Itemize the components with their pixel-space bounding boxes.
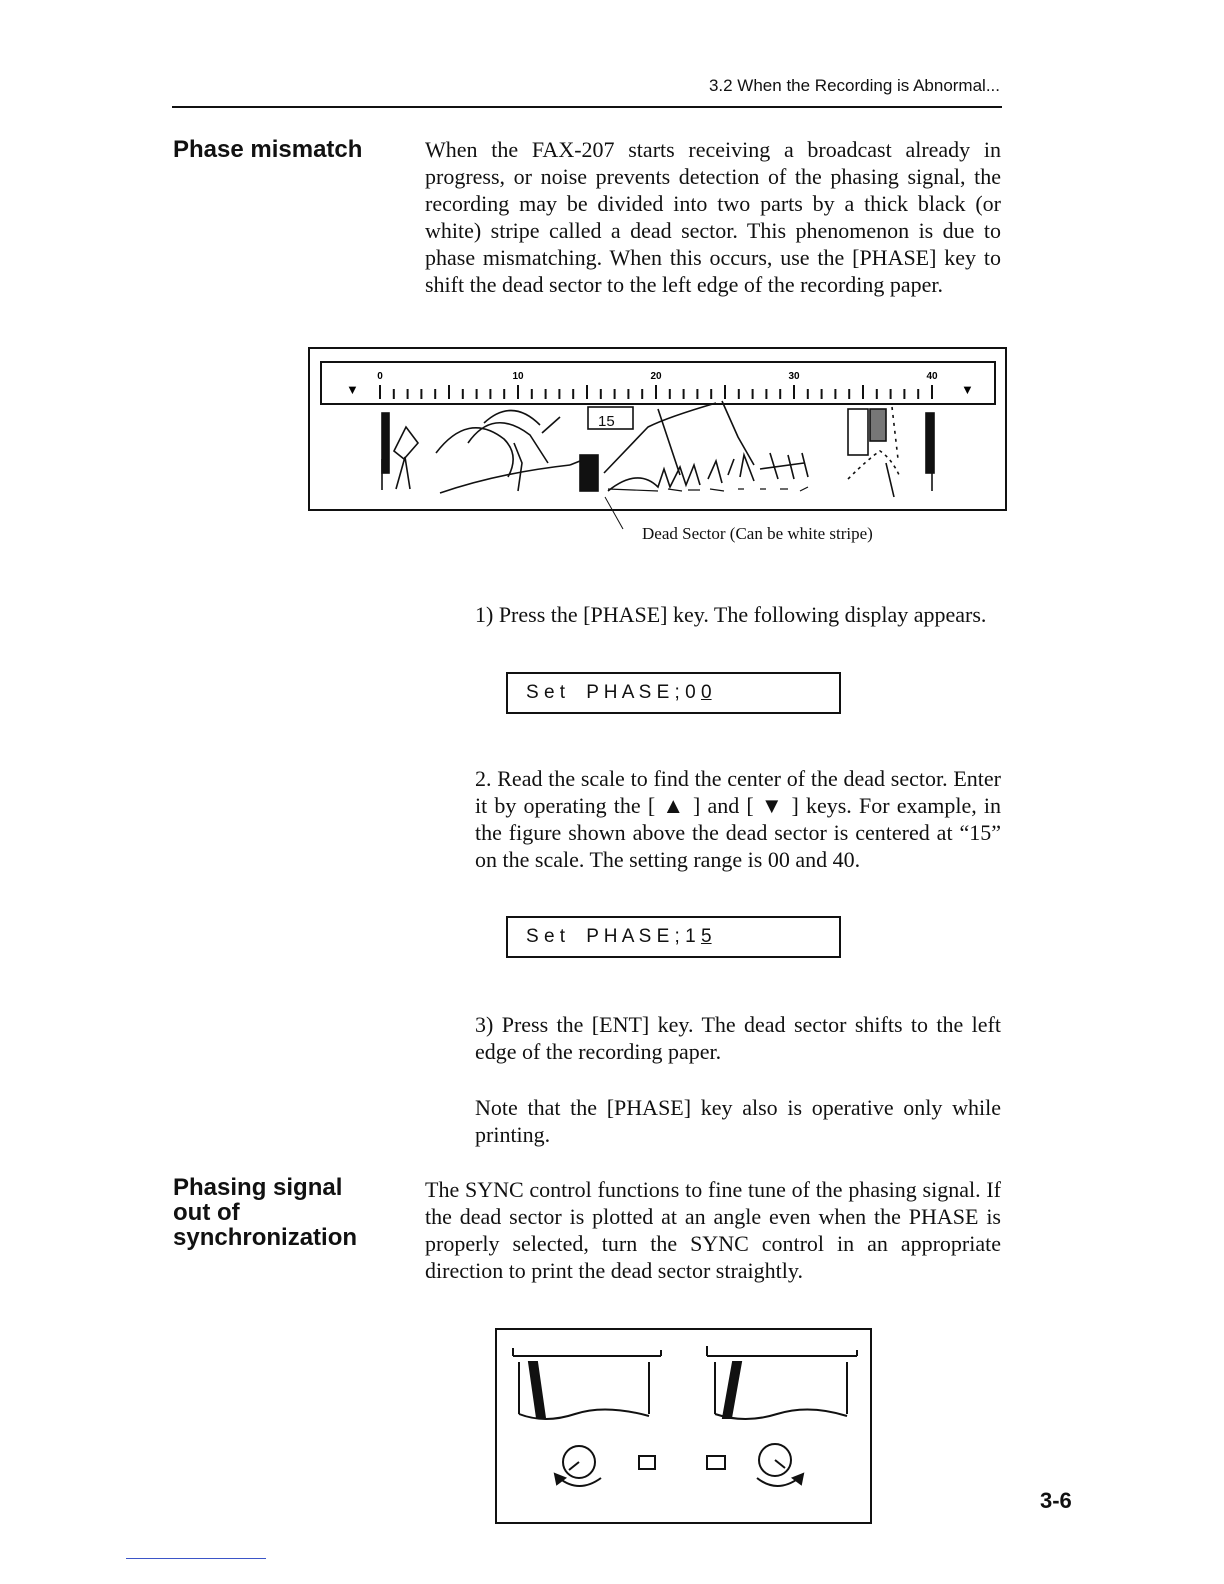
lcd-2-digit-2: 5: [700, 926, 712, 947]
dead-sector-figure: [308, 347, 1008, 552]
scale-label-20: 20: [650, 371, 662, 382]
lcd-display-2: [506, 916, 841, 958]
dead-sector-caption: Dead Sector (Can be white stripe): [642, 524, 873, 543]
step-1-text: 1) Press the [PHASE] key. The following display appears.: [475, 602, 987, 627]
step-3-text: 3) Press the [ENT] key. The dead sector shifts to the left edge of the recording paper.: [475, 1012, 1001, 1064]
scale-label-10: 10: [512, 371, 524, 382]
sync-heading-line-3: synchronization: [173, 1224, 358, 1251]
lcd-2-digit-1: 1: [685, 926, 701, 947]
section-header: 3.2 When the Recording is Abnormal...: [708, 76, 1000, 95]
step-2-text: 2. Read the scale to find the center of the dead sector. Enter it by operating the [ ▲ ] and [ ▼ ] keys. For example, in the figure shown above the dead sector is centered at “15” on the scale. The setting range is 00 and 40.: [475, 766, 1001, 872]
footer-line: [126, 1558, 266, 1559]
left-marker-icon: ▼: [346, 382, 359, 397]
note-text: Note that the [PHASE] key also is operative only while printing.: [475, 1095, 1001, 1147]
sync-heading-line-2: out of: [173, 1199, 240, 1226]
scale-label-30: 30: [788, 371, 800, 382]
scale-label-40: 40: [926, 371, 938, 382]
lcd-display-1: [506, 672, 841, 714]
sync-heading-line-1: Phasing signal: [173, 1174, 343, 1201]
scale-label-0: 0: [377, 371, 383, 382]
sync-paragraph: The SYNC control functions to fine tune of the phasing signal. If the dead sector is plotted at an angle even when the PHASE is properly selected, turn the SYNC control in an appropriate direction to print the dead sector straightly.: [425, 1177, 1001, 1283]
sync-heading: [173, 1175, 357, 1250]
phase-mismatch-heading: Phase mismatch: [173, 136, 363, 163]
lcd-1-digit-2: 0: [700, 682, 712, 703]
lcd-1-digit-1: 0: [685, 682, 701, 703]
page-number: 3-6: [1040, 1488, 1072, 1513]
phase-mismatch-paragraph: When the FAX-207 starts receiving a broadcast already in progress, or noise prevents detection of the phasing signal, the recording may be divided into two parts by a thick black (or white) stripe called a dead sector. This phenomenon is due to phase mismatching. When this occurs, use the [PHASE] key to shift the dead sector to the left edge of the recording paper.: [425, 137, 1001, 297]
chart-label-15: 15: [598, 413, 615, 430]
right-marker-icon: ▼: [961, 382, 974, 397]
sync-control-figure: [495, 1328, 873, 1526]
lcd-1-prefix: S e t P H A S E ;: [526, 682, 686, 703]
header-rule: [172, 106, 1002, 108]
lcd-2-prefix: S e t P H A S E ;: [526, 926, 686, 947]
